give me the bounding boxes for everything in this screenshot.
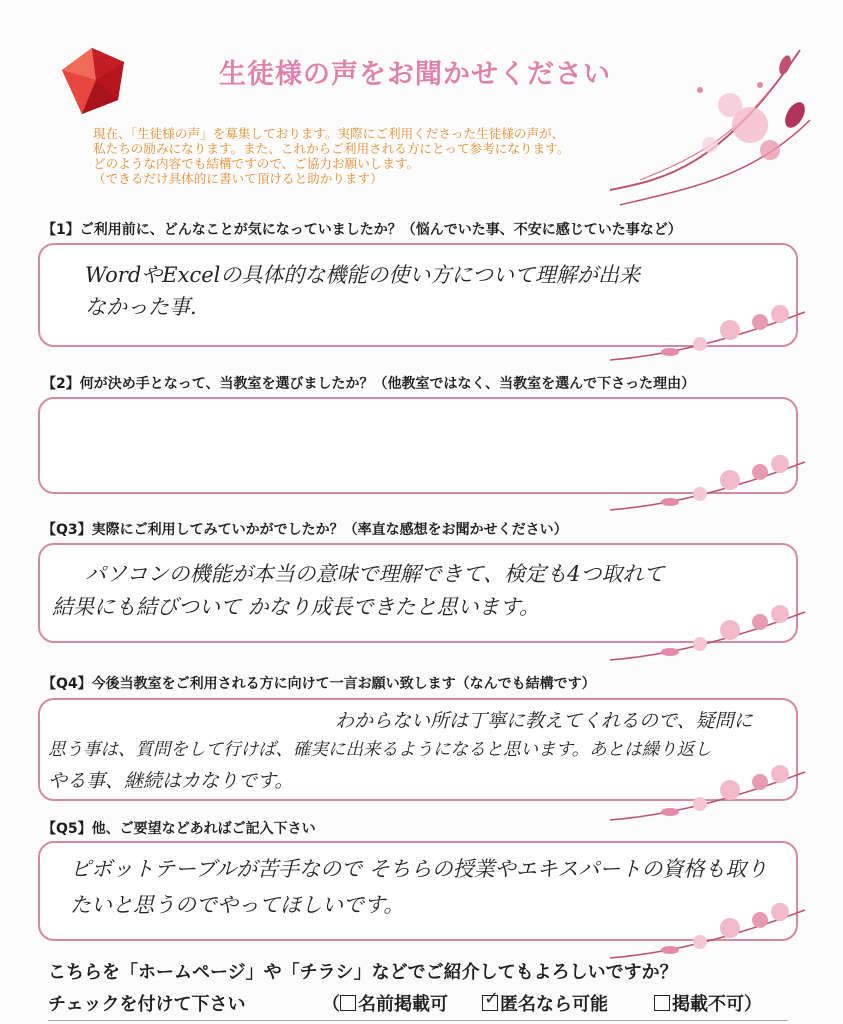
floral-corner-icon — [610, 760, 810, 830]
question-5-label: 【Q5】他、ご要望などあればご記入下さい — [42, 821, 316, 837]
divider — [48, 1020, 788, 1021]
answer-line: ピボットテーブルが苦手なので そちらの授業やエキスパートの資格も取り — [70, 857, 768, 881]
option-not-allowed[interactable] — [654, 990, 762, 1016]
red-gem-icon — [52, 40, 134, 122]
option-label: 匿名なら可能 — [500, 994, 608, 1015]
option-label: 掲載不可） — [672, 994, 762, 1015]
question-4-label: 【Q4】今後当教室をご利用される方に向けて一言お願い致します（なんでも結構です） — [42, 676, 596, 692]
option-label: 名前掲載可 — [358, 994, 448, 1015]
intro-line: 私たちの励みになります。また、これからご利用される方にとって参考になります。 — [93, 141, 570, 156]
intro-line: どのような内容でも結構ですので、ご協力お願いします。 — [93, 156, 420, 171]
page-title: 生徒様の声をお聞かせください — [219, 59, 611, 90]
checked-checkbox-icon[interactable] — [482, 988, 500, 1011]
answer-line: 結果にも結びついて かなり成長できたと思います。 — [52, 595, 540, 619]
answer-line: やる事、継続はカなりです。 — [48, 770, 294, 792]
answer-line: パソコンの機能が本当の意味で理解できて、検定も4つ取れて — [85, 562, 665, 586]
question-2-label: 【2】何が決め手となって、当教室を選びましたか？（他教室ではなく、当教室を選んで下さった理由） — [42, 376, 696, 392]
intro-line: 現在、「生徒様の声」を募集しております。実際にご利用くださった生徒様の声が、 — [93, 126, 565, 141]
option-anonymous-ok[interactable] — [482, 990, 608, 1016]
publish-consent-question: こちらを「ホームページ」や「チラシ」などでご紹介してもよろしいですか？ — [48, 962, 678, 983]
floral-corner-icon — [610, 450, 810, 520]
answer-line: 思う事は、質問をして行けば、確実に出来るようになると思います。あとは繰り返し — [48, 740, 712, 760]
question-3-label: 【Q3】実際にご利用してみていかがでしたか？（率直な感想をお聞かせください） — [42, 522, 568, 538]
option-name-ok[interactable] — [322, 990, 448, 1016]
option-prefix: （ — [322, 994, 340, 1015]
floral-corner-icon — [610, 300, 810, 370]
checkmark-icon: ✓ — [484, 988, 500, 1009]
floral-decoration-icon — [600, 30, 820, 220]
answer-line: なかった事. — [85, 295, 197, 319]
intro-line: （できるだけ具体的に書いて頂けると助かります） — [93, 171, 383, 186]
floral-corner-icon — [610, 600, 810, 670]
answer-line: わからない所は丁寧に教えてくれるので、疑問に — [335, 710, 753, 732]
answer-line: たいと思うのでやってほしいです。 — [70, 893, 405, 917]
checkbox-icon[interactable] — [340, 995, 356, 1011]
check-instruction: チェックを付けて下さい — [48, 994, 246, 1015]
question-1-label: 【1】ご利用前に、どんなことが気になっていましたか？（悩んでいた事、不安に感じていた事など） — [42, 222, 682, 238]
checkbox-icon[interactable] — [654, 995, 670, 1011]
answer-line: WordやExcelの具体的な機能の使い方について理解が出来 — [85, 263, 640, 287]
